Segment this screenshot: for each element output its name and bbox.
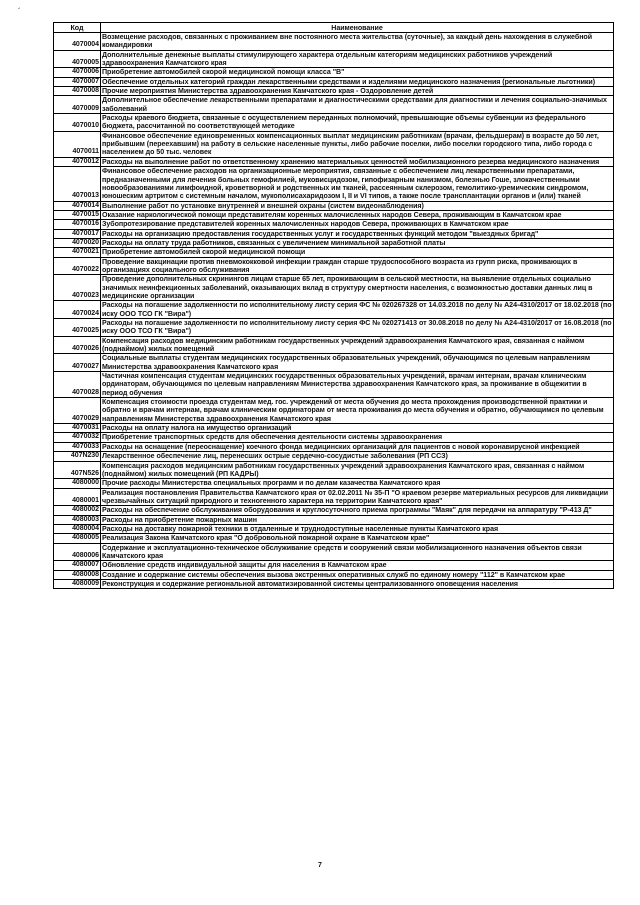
table-row — [54, 506, 614, 515]
table-row — [54, 579, 614, 588]
row-code: 4070004 — [54, 33, 101, 51]
row-name: Расходы на приобретение пожарных машин — [101, 515, 614, 524]
row-code: 4070008 — [54, 87, 101, 96]
row-name: Финансовое обеспечение расходов на организационные мероприятия, связанные с обеспечением лиц лекарственными препаратами, предназначенными для лечения больных гемофилией, муковисцидозом, гипофизарным нанизмом, болезнью Гоше, злокачественными новообразованиями лимфоидной, кроветворной и родственных им тканей, рассеянным склерозом, гемолитико-уремическим синдромом, юношеским артритом с системным началом, мукополисахаридозом I, II и VI типов, а также после трансплантации органов и (или) тканей — [101, 167, 614, 201]
table-row — [54, 488, 614, 506]
row-name: Оказание наркологической помощи представителям коренных малочисленных народов Севера, проживающим в Камчатском крае — [101, 210, 614, 219]
table-row — [54, 442, 614, 451]
row-code: 4070006 — [54, 68, 101, 77]
table-row — [54, 534, 614, 543]
row-code: 4070005 — [54, 50, 101, 68]
row-code: 4070029 — [54, 398, 101, 424]
column-header-code: Код — [54, 23, 101, 33]
row-name: Социальные выплаты студентам медицинских государственных образовательных учреждений, обучающимся по целевым направлениям Министерства здравоохранения Камчатского края — [101, 354, 614, 372]
row-code: 4070010 — [54, 114, 101, 132]
table-row — [54, 229, 614, 238]
corner-mark: ´ — [18, 7, 21, 16]
table-row — [54, 433, 614, 442]
row-code: 4070014 — [54, 201, 101, 210]
row-code: 4080001 — [54, 488, 101, 506]
table-row — [54, 570, 614, 579]
table-row — [54, 114, 614, 132]
table-row — [54, 398, 614, 424]
row-name: Расходы на обеспечение обслуживания оборудования и круглосуточного приема программы "Маяк" для передачи на аппаратуру "Р-413 Д" — [101, 506, 614, 515]
row-name: Финансовое обеспечение единовременных компенсационных выплат медицинским работникам (врачам, фельдшерам) в возрасте до 50 лет, прибывшим (переехавшим) на работу в сельские населенные пункты, либо рабочие поселки, либо поселки городского типа, либо города с населением до 50 тыс. человек — [101, 131, 614, 157]
row-code: 4080005 — [54, 534, 101, 543]
row-name: Реализация постановления Правительства Камчатского края от 02.02.2011 № 35-П "О краевом резерве материальных ресурсов для ликвидации чрезвычайных ситуаций природного и техногенного характера на территории Камчатского края" — [101, 488, 614, 506]
row-code: 4070027 — [54, 354, 101, 372]
row-code: 4080003 — [54, 515, 101, 524]
table-row — [54, 257, 614, 275]
table-row — [54, 220, 614, 229]
row-name: Приобретение автомобилей скорой медицинской помощи класса "В" — [101, 68, 614, 77]
row-name: Возмещение расходов, связанных с проживанием вне постоянного места жительства (суточные), за каждый день нахождения в служебной командировки — [101, 33, 614, 51]
table-row — [54, 87, 614, 96]
row-name: Прочие расходы Министерства специальных программ и по делам казачества Камчатского края — [101, 479, 614, 488]
row-name: Расходы на погашение задолженности по исполнительному листу серия ФС № 020271413 от 30.08.2018 по делу № А24-4310/2017 от 16.08.2018 (по иску ООО ТСО ГК "Вира") — [102, 319, 612, 336]
page-number: 7 — [318, 862, 322, 869]
table-row — [54, 201, 614, 210]
table-row — [54, 167, 614, 201]
row-code: 4070021 — [54, 248, 101, 257]
row-code: 4070022 — [54, 257, 101, 275]
row-code: 4070017 — [54, 229, 101, 238]
row-name: Проведение вакцинации против пневмококковой инфекции граждан старше трудоспособного возраста из групп риска, проживающих в организациях социального обслуживания — [101, 257, 614, 275]
row-name: Выполнение работ по установке внутренней и внешней охраны (систем видеонаблюдения) — [101, 201, 614, 210]
table-row — [54, 68, 614, 77]
row-code: 4080007 — [54, 561, 101, 570]
table-row — [54, 248, 614, 257]
row-code: 4070024 — [54, 301, 101, 319]
row-code: 407N526 — [54, 461, 101, 479]
table-row — [54, 275, 614, 301]
row-name: Содержание и эксплуатационно-техническое обслуживание средств и сооружений связи мобилизационного назначения объектов связи Камчатского края — [101, 543, 614, 561]
row-name: Дополнительные денежные выплаты стимулирующего характера отдельным категориям медицинских работников учреждений здравоохранения Камчатского края — [101, 50, 614, 68]
table-row — [54, 524, 614, 533]
row-code: 4070023 — [54, 275, 101, 301]
row-name: Приобретение автомобилей скорой медицинской помощи — [101, 248, 614, 257]
row-code: 4080006 — [54, 543, 101, 561]
table-row — [54, 424, 614, 433]
row-code: 4070028 — [54, 372, 101, 398]
row-code: 4070013 — [54, 167, 101, 201]
row-name: Расходы на организацию предоставления государственных услуг и государственных функций методом "выездных бригад" — [101, 229, 614, 238]
table-row — [54, 354, 614, 372]
row-code: 4080004 — [54, 524, 101, 533]
row-name: Расходы на погашение задолженности по исполнительному листу серия ФС № 020267328 от 14.03.2018 по делу № А24-4310/2017 от 18.02.2018 (по иску ООО ТСО ГК "Вира") — [102, 301, 612, 318]
row-name: Реализация Закона Камчатского края "О добровольной пожарной охране в Камчатском крае" — [101, 534, 614, 543]
table-row — [54, 77, 614, 86]
row-code: 4070009 — [54, 96, 101, 114]
row-name: Зубопротезирование представителей коренных малочисленных народов Севера, проживающих в Камчатском крае — [101, 220, 614, 229]
row-name: Расходы на оплату налога на имущество организаций — [101, 424, 614, 433]
row-name: Компенсация стоимости проезда студентам мед. гос. учреждений от места обучения до места прохождения производственной практики и обратно и врачам интернам, врачам клиническим ординаторам от места проживания до места обучения и обратно, обучающимся по целевым направлениям Министерства здравоохранения Камчатского края — [101, 398, 614, 424]
row-code: 4070016 — [54, 220, 101, 229]
table-row — [54, 452, 614, 461]
table-row — [54, 372, 614, 398]
table-row — [54, 157, 614, 166]
table-row — [54, 131, 614, 157]
table-row — [54, 515, 614, 524]
row-name: Прочие мероприятия Министерства здравоохранения Камчатского края - Оздоровление детей — [101, 87, 614, 96]
row-code: 4070020 — [54, 238, 101, 247]
row-name: Расходы на выполнение работ по ответственному хранению материальных ценностей мобилизационного резерва медицинского назначения — [101, 157, 614, 166]
row-code: 4080009 — [54, 579, 101, 588]
row-name: Расходы на оплату труда работников, связанных с увеличением минимальной заработной платы — [101, 238, 614, 247]
row-name: Компенсация расходов медицинским работникам государственных учреждений здравоохранения Камчатского края, связанная с наймом (поднаймом) жилых помещений — [101, 336, 614, 354]
table-row — [54, 543, 614, 561]
table-row — [54, 50, 614, 68]
table-row — [54, 461, 614, 479]
row-code: 407N230 — [54, 452, 101, 461]
row-name: Обеспечение отдельных категорий граждан лекарственными средствами и изделиями медицинского назначения (региональные льготники) — [101, 77, 614, 86]
row-name: Приобретение транспортных средств для обеспечения деятельности системы здравоохранения — [101, 433, 614, 442]
row-code: 4080008 — [54, 570, 101, 579]
table-row — [54, 561, 614, 570]
row-name: Расходы на доставку пожарной техники в отдаленные и труднодоступные населенные пункты Камчатского края — [101, 524, 614, 533]
row-code: 4080002 — [54, 506, 101, 515]
row-name: Расходы краевого бюджета, связанные с осуществлением переданных полномочий, превышающие объемы субвенции из федерального бюджета, рассчитанной по соответствующей методике — [101, 114, 614, 132]
row-code: 4070031 — [54, 424, 101, 433]
row-code: 4070012 — [54, 157, 101, 166]
row-name: Лекарственное обеспечение лиц, перенесших острые сердечно-сосудистые заболевания (РП ССЗ) — [101, 452, 614, 461]
table-row — [54, 319, 614, 337]
table-row — [54, 301, 614, 319]
row-name: Проведение дополнительных скринингов лицам старше 65 лет, проживающим в сельской местности, на выявление отдельных социально значимых неинфекционных заболеваний, оказывающих вклад в структуру смертности населения, с возможностью доставки данных лиц в медицинские организации — [101, 275, 614, 301]
row-code: 4070026 — [54, 336, 101, 354]
row-code: 4070033 — [54, 442, 101, 451]
row-code: 4080000 — [54, 479, 101, 488]
row-code: 4070015 — [54, 210, 101, 219]
row-name: Частичная компенсация студентам медицинских государственных образовательных учреждений, врачам интернам, врачам клиническим ординаторам, обучающимся по целевым направлениям Министерства здравоохранения Камчатского края, за проживание в общежитии в период обучения — [101, 372, 614, 398]
table-row — [54, 238, 614, 247]
row-name: Создание и содержание системы обеспечения вызова экстренных оперативных служб по единому номеру "112" в Камчатском крае — [101, 570, 614, 579]
table-row — [54, 210, 614, 219]
table-row — [54, 479, 614, 488]
row-name: Дополнительное обеспечение лекарственными препаратами и диагностическими средствами для диагностики и лечения социально-значимых заболеваний — [101, 96, 614, 114]
row-name: Реконструкция и содержание региональной автоматизированной системы централизованного оповещения населения — [101, 579, 614, 588]
row-code: 4070032 — [54, 433, 101, 442]
table-header-row — [54, 23, 614, 33]
table-body — [54, 33, 614, 589]
row-name: Компенсация расходов медицинским работникам государственных учреждений здравоохранения Камчатского края, связанная с наймом (поднаймом) жилых помещений (РП КАДРЫ) — [101, 461, 614, 479]
row-code: 4070025 — [54, 319, 101, 337]
row-name: Обновление средств индивидуальной защиты для населения в Камчатском крае — [101, 561, 614, 570]
row-name: Расходы на оснащение (переоснащение) коечного фонда медицинских организаций для пациентов с новой коронавирусной инфекцией — [101, 442, 614, 451]
table-row — [54, 336, 614, 354]
table-row — [54, 96, 614, 114]
row-code: 4070007 — [54, 77, 101, 86]
budget-codes-table — [53, 22, 614, 589]
column-header-name: Наименование — [101, 23, 614, 33]
row-code: 4070011 — [54, 131, 101, 157]
table-row — [54, 33, 614, 51]
